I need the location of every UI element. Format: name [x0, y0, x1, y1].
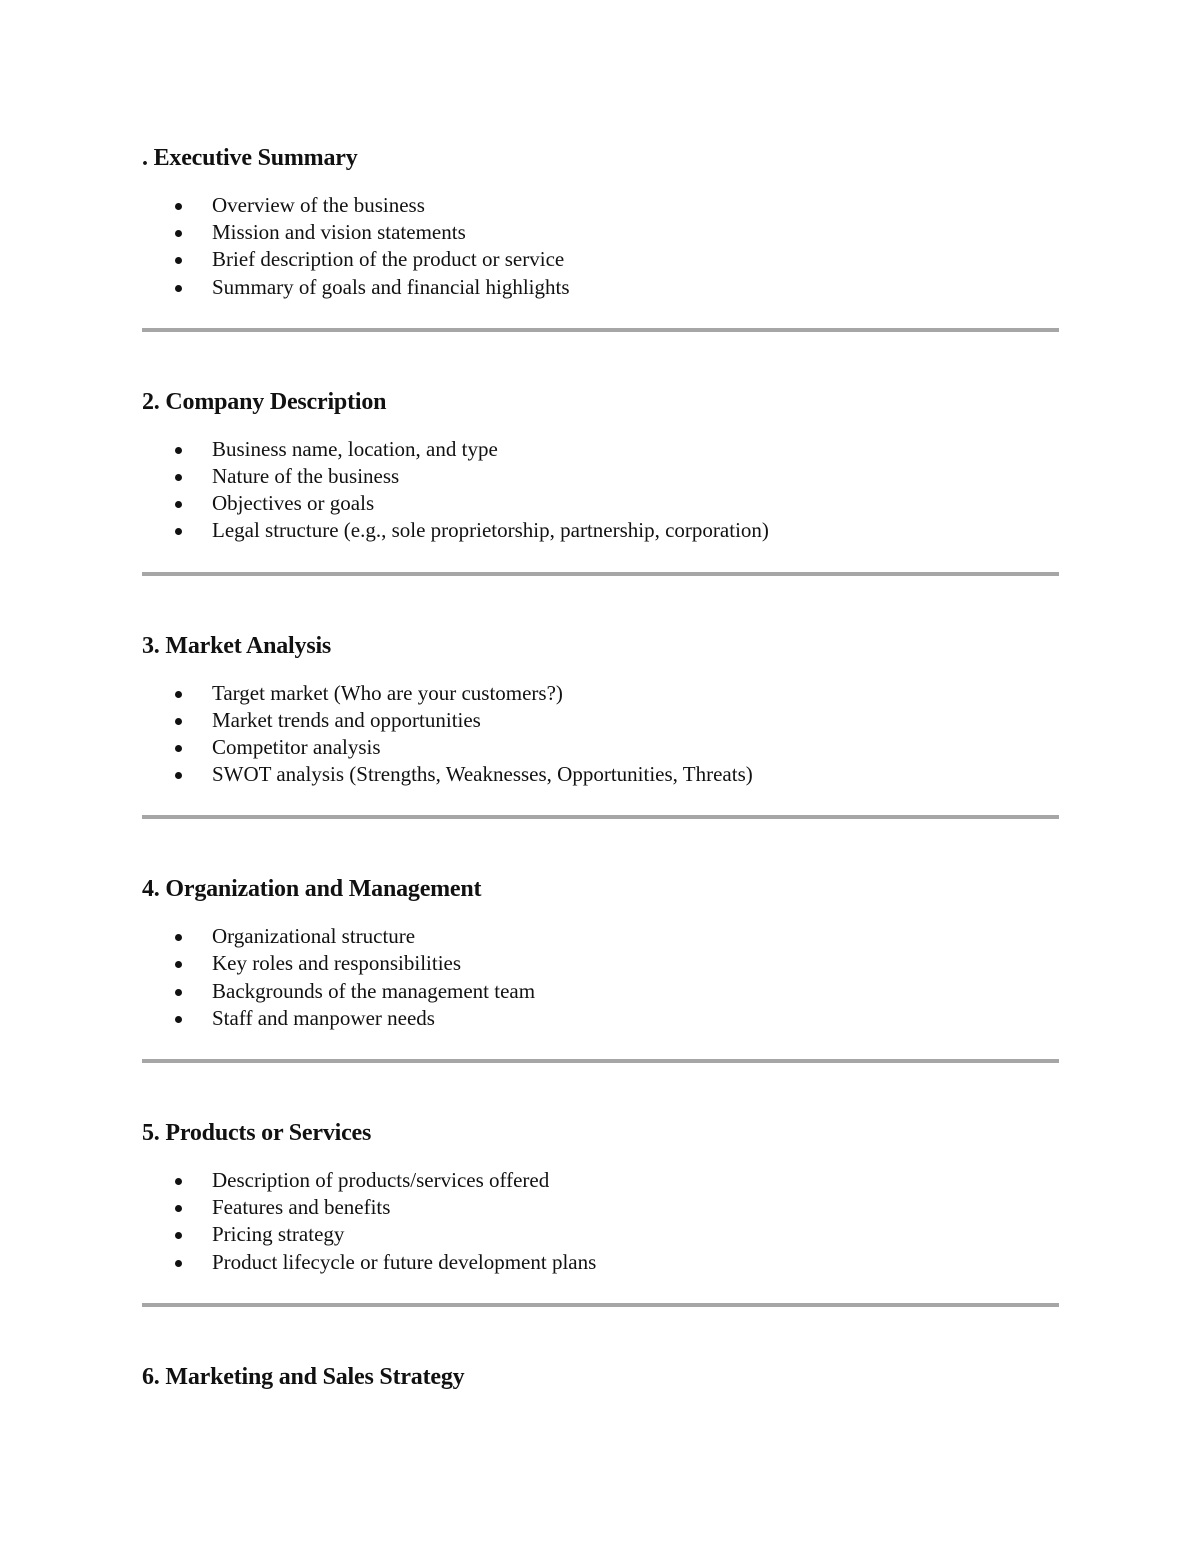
list-item: [142, 1167, 1059, 1194]
list-item: [142, 192, 1059, 219]
section-heading: 4. Organization and Management: [142, 876, 482, 903]
list-item-text: Staff and manpower needs: [212, 1005, 435, 1030]
bullet-icon: [175, 230, 182, 237]
section-heading: 3. Market Analysis: [142, 632, 332, 659]
bullet-icon: [175, 474, 182, 481]
list-item-text: Mission and vision statements: [212, 220, 466, 245]
bullet-icon: [175, 718, 182, 725]
list-item-text: Summary of goals and financial highlights: [212, 274, 570, 299]
list-item-text: Product lifecycle or future development plans: [212, 1249, 597, 1274]
list-item-text: Organizational structure: [212, 924, 416, 949]
list-item: [142, 950, 1059, 977]
list-item: [142, 436, 1059, 463]
list-item-text: Legal structure (e.g., sole proprietorship, partnership, corporation): [212, 518, 769, 543]
section: [142, 140, 1059, 332]
bullet-icon: [175, 285, 182, 292]
section: [142, 871, 1059, 1063]
section: [142, 1359, 1059, 1395]
section-divider: [142, 328, 1059, 332]
section-heading: 6. Marketing and Sales Strategy: [142, 1363, 465, 1390]
list-item: [142, 761, 1059, 788]
list-item: [142, 490, 1059, 517]
list-item: [142, 517, 1059, 544]
section: [142, 1115, 1059, 1307]
document-page: [142, 140, 1059, 1395]
list-item: [142, 246, 1059, 273]
list-item: [142, 274, 1059, 301]
list-item-text: Business name, location, and type: [212, 436, 498, 461]
list-item: [142, 707, 1059, 734]
list-item: [142, 1249, 1059, 1276]
bullet-list: [142, 192, 1059, 301]
bullet-icon: [175, 1232, 182, 1239]
bullet-list: [142, 680, 1059, 789]
bullet-icon: [175, 772, 182, 779]
bullet-icon: [175, 1260, 182, 1267]
bullet-icon: [175, 1178, 182, 1185]
section-divider: [142, 1303, 1059, 1307]
section-divider: [142, 815, 1059, 819]
list-item: [142, 1221, 1059, 1248]
list-item-text: Objectives or goals: [212, 491, 375, 516]
bullet-list: [142, 923, 1059, 1032]
bullet-list: [142, 436, 1059, 545]
list-item-text: SWOT analysis (Strengths, Weaknesses, Opportunities, Threats): [212, 762, 753, 787]
section: [142, 628, 1059, 820]
list-item: [142, 1005, 1059, 1032]
bullet-icon: [175, 961, 182, 968]
list-item-text: Description of products/services offered: [212, 1168, 550, 1192]
list-item: [142, 978, 1059, 1005]
section: [142, 384, 1059, 576]
bullet-icon: [175, 1016, 182, 1023]
list-item-text: Nature of the business: [212, 463, 400, 488]
bullet-icon: [175, 989, 182, 996]
list-item-text: Key roles and responsibilities: [212, 951, 462, 976]
list-item: [142, 1194, 1059, 1221]
list-item-text: Features and benefits: [212, 1195, 391, 1220]
list-item: [142, 734, 1059, 761]
list-item-text: Market trends and opportunities: [212, 707, 481, 732]
bullet-icon: [175, 528, 182, 535]
list-item-text: Overview of the business: [212, 193, 425, 217]
section-divider: [142, 572, 1059, 576]
list-item: [142, 923, 1059, 950]
bullet-icon: [175, 257, 182, 264]
section-heading: 5. Products or Services: [142, 1120, 372, 1146]
bullet-icon: [175, 501, 182, 508]
bullet-icon: [175, 1205, 182, 1212]
bullet-icon: [175, 691, 182, 698]
bullet-icon: [175, 203, 182, 210]
bullet-icon: [175, 745, 182, 752]
list-item: [142, 463, 1059, 490]
list-item-text: Pricing strategy: [212, 1222, 345, 1247]
list-item: [142, 680, 1059, 707]
list-item-text: Competitor analysis: [212, 734, 381, 759]
list-item-text: Backgrounds of the management team: [212, 978, 536, 1003]
section-heading: . Executive Summary: [142, 145, 358, 171]
bullet-list: [142, 1167, 1059, 1276]
list-item: [142, 219, 1059, 246]
bullet-icon: [175, 447, 182, 454]
list-item-text: Target market (Who are your customers?): [212, 680, 563, 705]
list-item-text: Brief description of the product or service: [212, 247, 565, 272]
section-heading: 2. Company Description: [142, 388, 387, 415]
bullet-icon: [175, 934, 182, 941]
section-divider: [142, 1059, 1059, 1063]
